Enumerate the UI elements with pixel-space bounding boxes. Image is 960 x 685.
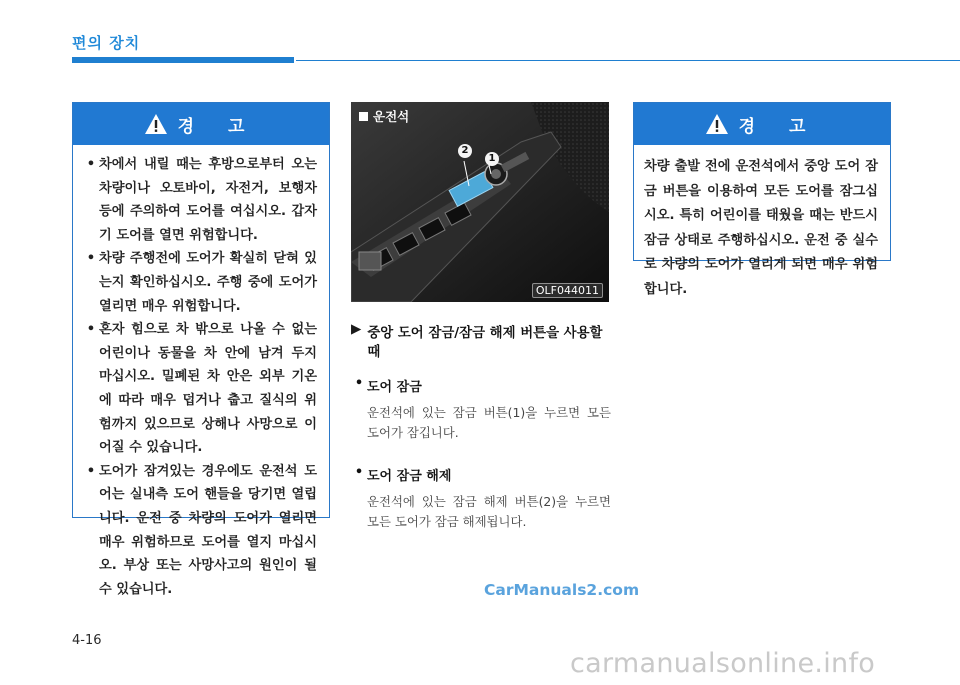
- item-desc-unlock: 운전석에 있는 잠금 해제 버튼(2)을 누르면 모든 도어가 잠금 해제됩니다.: [367, 494, 611, 529]
- instructions-heading: ▶ 중앙 도어 잠금/잠금 해제 버튼을 사용할 때: [351, 322, 603, 360]
- warning-bullet: • 차에서 내릴 때는 후방으로부터 오는 차량이나 오토바이, 자전거, 보행자 등에 주의하여 도어를 여십시오. 갑자기 도어를 열면 위험합니다.: [86, 157, 317, 243]
- warning-header: [73, 103, 329, 145]
- warning-header: [634, 103, 890, 145]
- section-title: 편의 장치: [72, 34, 141, 52]
- door-panel-illustration: [351, 102, 609, 302]
- warning-bullet: • 차량 주행전에 도어가 확실히 닫혀 있는지 확인하십시오. 주행 중에 도어가 열리면 매우 위험합니다.: [86, 251, 317, 314]
- site-watermark: carmanualsonline.info: [570, 648, 876, 679]
- play-arrow-icon: ▶: [351, 322, 362, 337]
- warning-triangle-icon: [144, 113, 168, 135]
- figure-label: 운전석: [359, 107, 409, 125]
- header-rule-thin: [296, 60, 960, 61]
- page-number: 4-16: [72, 633, 102, 648]
- warning-text: 차량 출발 전에 운전석에서 중앙 도어 잠금 버튼을 이용하여 모든 도어를 잠그십시오. 특히 어린이를 태웠을 때는 반드시 잠금 상태로 주행하십시오. 운전 중 실수로 차량의 도어가 열리게 되면 매우 위험합니다.: [644, 159, 878, 297]
- warning-bullet: • 혼자 힘으로 차 밖으로 나올 수 없는 어린이나 동물을 차 안에 남겨 두지 마십시오. 밀폐된 차 안은 외부 기온에 따라 매우 덥거나 춥고 질식의 위험까지 있으므로 상해나 사망으로 이어질 수 있습니다.: [86, 322, 317, 456]
- header-rule-thick: [72, 57, 294, 63]
- door-switch-figure: [351, 102, 609, 302]
- warning-title: 경 고: [738, 116, 820, 137]
- callout-2: 2: [458, 144, 472, 158]
- warning-box-left: [72, 102, 330, 597]
- callout-1: 1: [485, 152, 499, 166]
- watermark: CarManuals2.com: [484, 581, 640, 599]
- item-title-lock: • 도어 잠금: [354, 376, 422, 395]
- warning-triangle-icon: [705, 113, 729, 135]
- warning-bullet: • 도어가 잠겨있는 경우에도 운전석 도어는 실내측 도어 핸들을 당기면 열립니다. 운전 중 차량의 도어가 열리면 매우 위험하므로 도어를 열지 마십시오. 부상 또는 사망사고의 원인이 될 수 있습니다.: [86, 463, 317, 597]
- item-title-unlock: • 도어 잠금 해제: [354, 465, 452, 484]
- figure-code: OLF044011: [532, 283, 603, 298]
- item-desc-lock: 운전석에 있는 잠금 버튼(1)을 누르면 모든 도어가 잠깁니다.: [367, 405, 611, 440]
- lock-instructions: [351, 322, 611, 532]
- warning-box-right: [633, 102, 891, 297]
- warning-title: 경 고: [177, 116, 259, 137]
